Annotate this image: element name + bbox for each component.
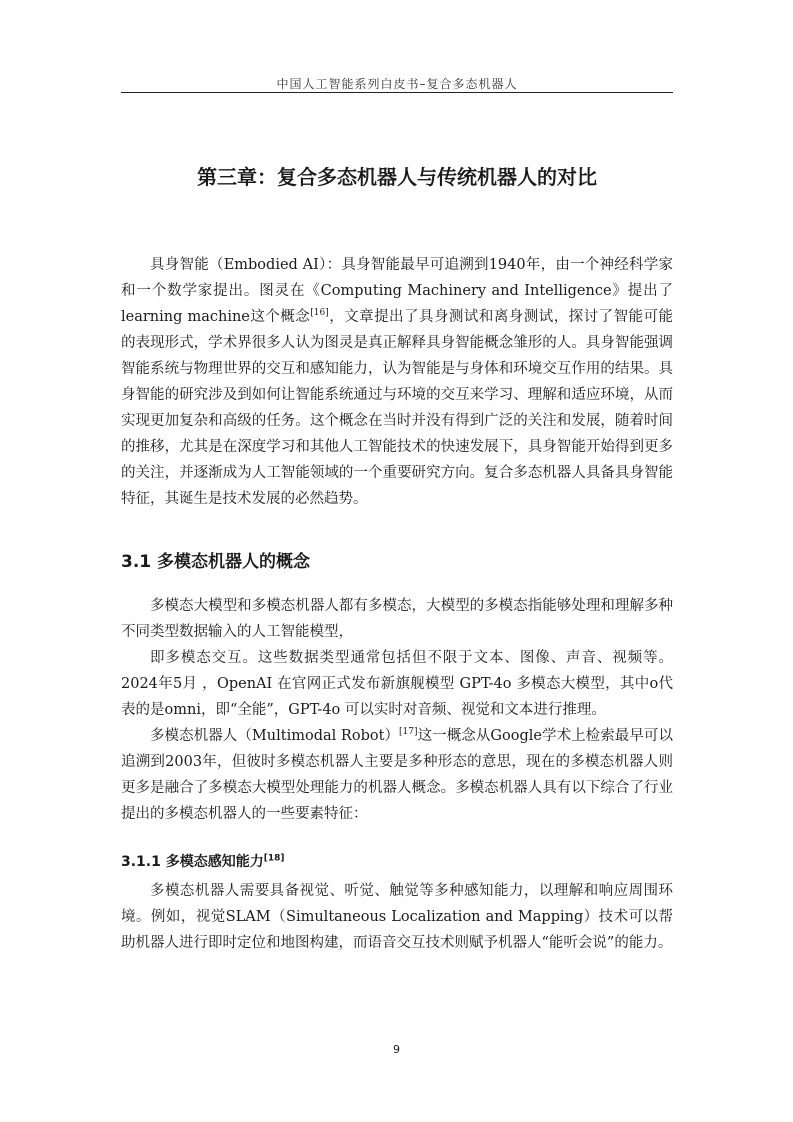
paragraph-embodied-ai — [121, 252, 673, 512]
chapter-title: 第三章：复合多态机器人与传统机器人的对比 — [197, 165, 597, 189]
section-heading: 3.1 多模态机器人的概念 — [121, 552, 311, 572]
header-rule — [121, 92, 673, 93]
citation-ref: [18] — [263, 853, 285, 864]
paragraph-perception: 多模态机器人需要具备视觉、听觉、触觉等多种感知能力，以理解和响应周围环境。例如，视觉SLAM（Simultaneous Localization and Mapping）技术可以帮助机器人进行即时定位和地图构建，而语音交互技术则赋予机器人“能听会说”的能力。 — [121, 883, 673, 951]
citation-ref: [16] — [310, 308, 329, 319]
subsection-heading — [121, 851, 285, 871]
paragraph-text: ，文章提出了具身测试和离身测试，探讨了智能可能的表现形式，学术界很多人认为图灵是真正解释具身智能概念雏形的人。具身智能强调智能系统与物理世界的交互和感知能力，认为智能是与身体和环境交互作用的结果。具身智能的研究涉及到如何让智能系统通过与环境的交互来学习、理解和适应环境，从而实现更加复杂和高级的任务。这个概念在当时并没有得到广泛的关注和发展，随着时间的推移，尤其是在深度学习和其他人工智能技术的快速发展下，具身智能开始得到更多的关注，并逐渐成为人工智能领域的一个重要研究方向。复合多态机器人具备具身智能特征，其诞生是技术发展的必然趋势。 — [121, 309, 673, 507]
paragraph-text: 多模态机器人（Multimodal Robot） — [150, 728, 400, 744]
citation-ref: [17] — [399, 727, 418, 738]
running-header: 中国人工智能系列白皮书–复合多态机器人 — [276, 77, 518, 91]
paragraph-multimodal-model: 多模态大模型和多模态机器人都有多模态，大模型的多模态指能够处理和理解多种不同类型数据输入的人工智能模型， — [121, 598, 673, 640]
paragraph-text: 这一概念从Google学术上检索最早可以追溯到2003年，但彼时多模态机器人主要是多种形态的意思，现在的多模态机器人则更多是融合了多模态大模型处理能力的机器人概念。多模态机器人具有以下综合了行业提出的多模态机器人的一些要素特征： — [121, 728, 673, 822]
page-number: 9 — [393, 1043, 400, 1056]
paragraph-multimodal-interaction: 即多模态交互。这些数据类型通常包括但不限于文本、图像、声音、视频等。2024年5月 ，OpenAI 在官网正式发布新旗舰模型 GPT-4o 多模态大模型，其中o代表的是omni，即“全能”，GPT-4o 可以实时对音频、视觉和文本进行推理。 — [121, 650, 673, 718]
paragraph-text: 具身智能（Embodied AI）：具身智能最早可追溯到1940年，由一个神经科学家和一个数学家提出。图灵在《Computing Machinery and Intelligence》提出了learning machine这个概念 — [121, 257, 673, 325]
subsection-title: 3.1.1 多模态感知能力 — [121, 854, 264, 870]
paragraph-multimodal-robot — [121, 723, 673, 827]
